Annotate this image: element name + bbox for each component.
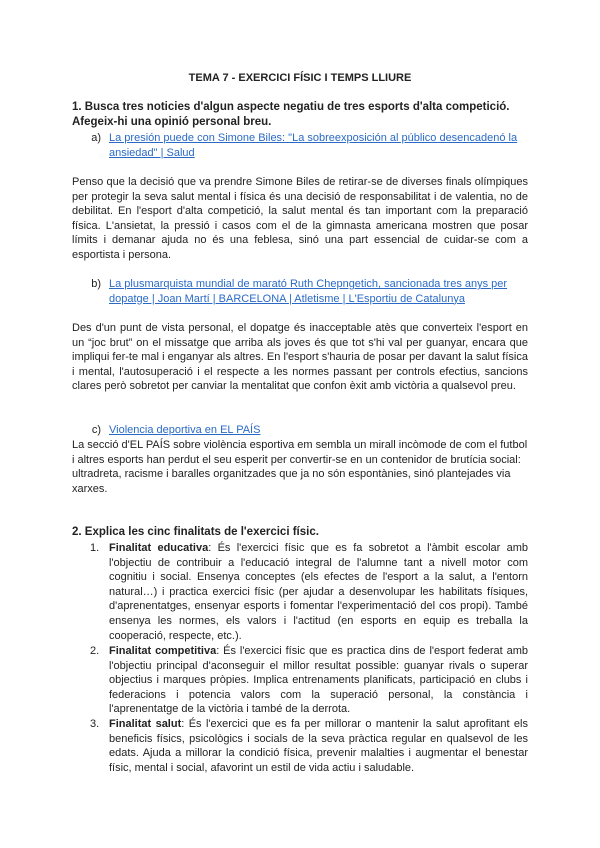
purpose-term: Finalitat salut: [109, 718, 182, 730]
news-link-a[interactable]: La presión puede con Simone Biles: "La sobreexposición al público desencadenó la ansiedad" | Salud: [109, 132, 518, 159]
purpose-item-2: [72, 644, 528, 717]
news-link-b[interactable]: La plusmarquista mundial de marató Ruth Chepngetich, sancionada tres anys per dopatge | Joan Martí | BARCELONA | Atletisme | L'Esportiu de Catalunya: [109, 278, 508, 305]
question-2-heading: 2. Explica les cinc finalitats de l'exercici físic.: [72, 526, 319, 538]
opinion-paragraph-c: La secció d'EL PAÍS sobre violència esportiva em sembla un mirall incòmode de com el futbol i altres esports han perdut el seu esperit per convertir-se en un contenidor de brutícia social: ultradreta, racisme i baralles organitzades que ja no són espontànies, sinó plantejades via xarxes.: [72, 439, 528, 495]
list-marker: c): [91, 424, 101, 436]
purpose-term: Finalitat educativa: [109, 542, 209, 554]
purpose-description: : És l'exercici físic que es fa sobretot a l'àmbit escolar amb l'objectiu de contribuir a l'educació integral de l'alumne tant a nivell motor com cognitiu i social. Ensenya conceptes (els efectes de l'esport a la salut, a l'entorn natural…) i practica exercici físic (per ajudar a desenvolupar les habilitats físiques, d'aprenentatges, ensenyar esports i fomentar l'experimentació del cos propi). També ensenya les normes, els valors i l'actitud (en esports en equip es treballa la cooperació, respecte, etc.).: [109, 542, 528, 642]
question-1-heading: 1. Busca tres noticies d'algun aspecte negatiu de tres esports d'alta competició. Afegeix-hi una opinió personal breu.: [72, 101, 510, 128]
purpose-description: : És l'exercici físic que es practica dins de l'esport federat amb l'objectiu principal d'aconseguir el millor resultat possible: guanyar rivals o superar objectius i marques pròpies. Implica entrenaments planificats, participació en clubs i federacions i potencia valors com la superació personal, la constància i l'aprenentatge de la victòria i també de la derrota.: [109, 645, 529, 716]
list-number: 1.: [90, 542, 100, 554]
purpose-description: : És l'exercici que es fa per millorar o mantenir la salut aprofitant els beneficis físics, psicològics i socials de la seva pràctica regular en qualsevol de les edats. Ajuda a millorar la condició física, prevenir malalties i augmentar el benestar físic, mental i social, afavorint un estil de vida actiu i saludable.: [109, 718, 528, 774]
news-link-c[interactable]: Violencia deportiva en EL PAÍS: [109, 424, 261, 436]
news-item-b: [72, 277, 528, 306]
opinion-paragraph-a: Penso que la decisió que va prendre Simone Biles de retirar-se de diverses finals olímpiques per protegir la seva salut mental i física és una decisió de responsabilitat i de valentia, no de debilitat. En l'esport d'alta competició, la salut mental és tan important com la preparació física. L'ansietat, la pressió i casos com el de la gimnasta americana mostren que posar límits i demanar ajuda no és una feblesa, sinó una part essencial de cuidar-se com a esportista i persona.: [72, 176, 528, 261]
document-title: TEMA 7 - EXERCICI FÍSIC I TEMPS LLIURE: [188, 72, 412, 84]
news-item-c: [72, 423, 528, 438]
purpose-term: Finalitat competitiva: [109, 645, 217, 657]
news-item-a: [72, 131, 528, 160]
list-number: 3.: [90, 718, 100, 730]
list-marker: b): [91, 278, 101, 290]
opinion-paragraph-b: Des d'un punt de vista personal, el dopatge és inacceptable atès que converteix l'esport en un “joc brut” on el missatge que arriba als joves és que tot s'hi val per guanyar, encara que impliqui fer-te mal i enganyar als altres. En l'esport s'hauria de posar per davant la salut física i mental, l'autosuperació i el respecte a les normes passant per controls efectius, sancions clares però sobretot per canviar la mentalitat que confon èxit amb victòria a qualsevol preu.: [72, 322, 528, 393]
list-marker: a): [91, 132, 101, 144]
purpose-item-3: [72, 717, 528, 775]
list-number: 2.: [90, 645, 100, 657]
purpose-item-1: [72, 541, 528, 643]
